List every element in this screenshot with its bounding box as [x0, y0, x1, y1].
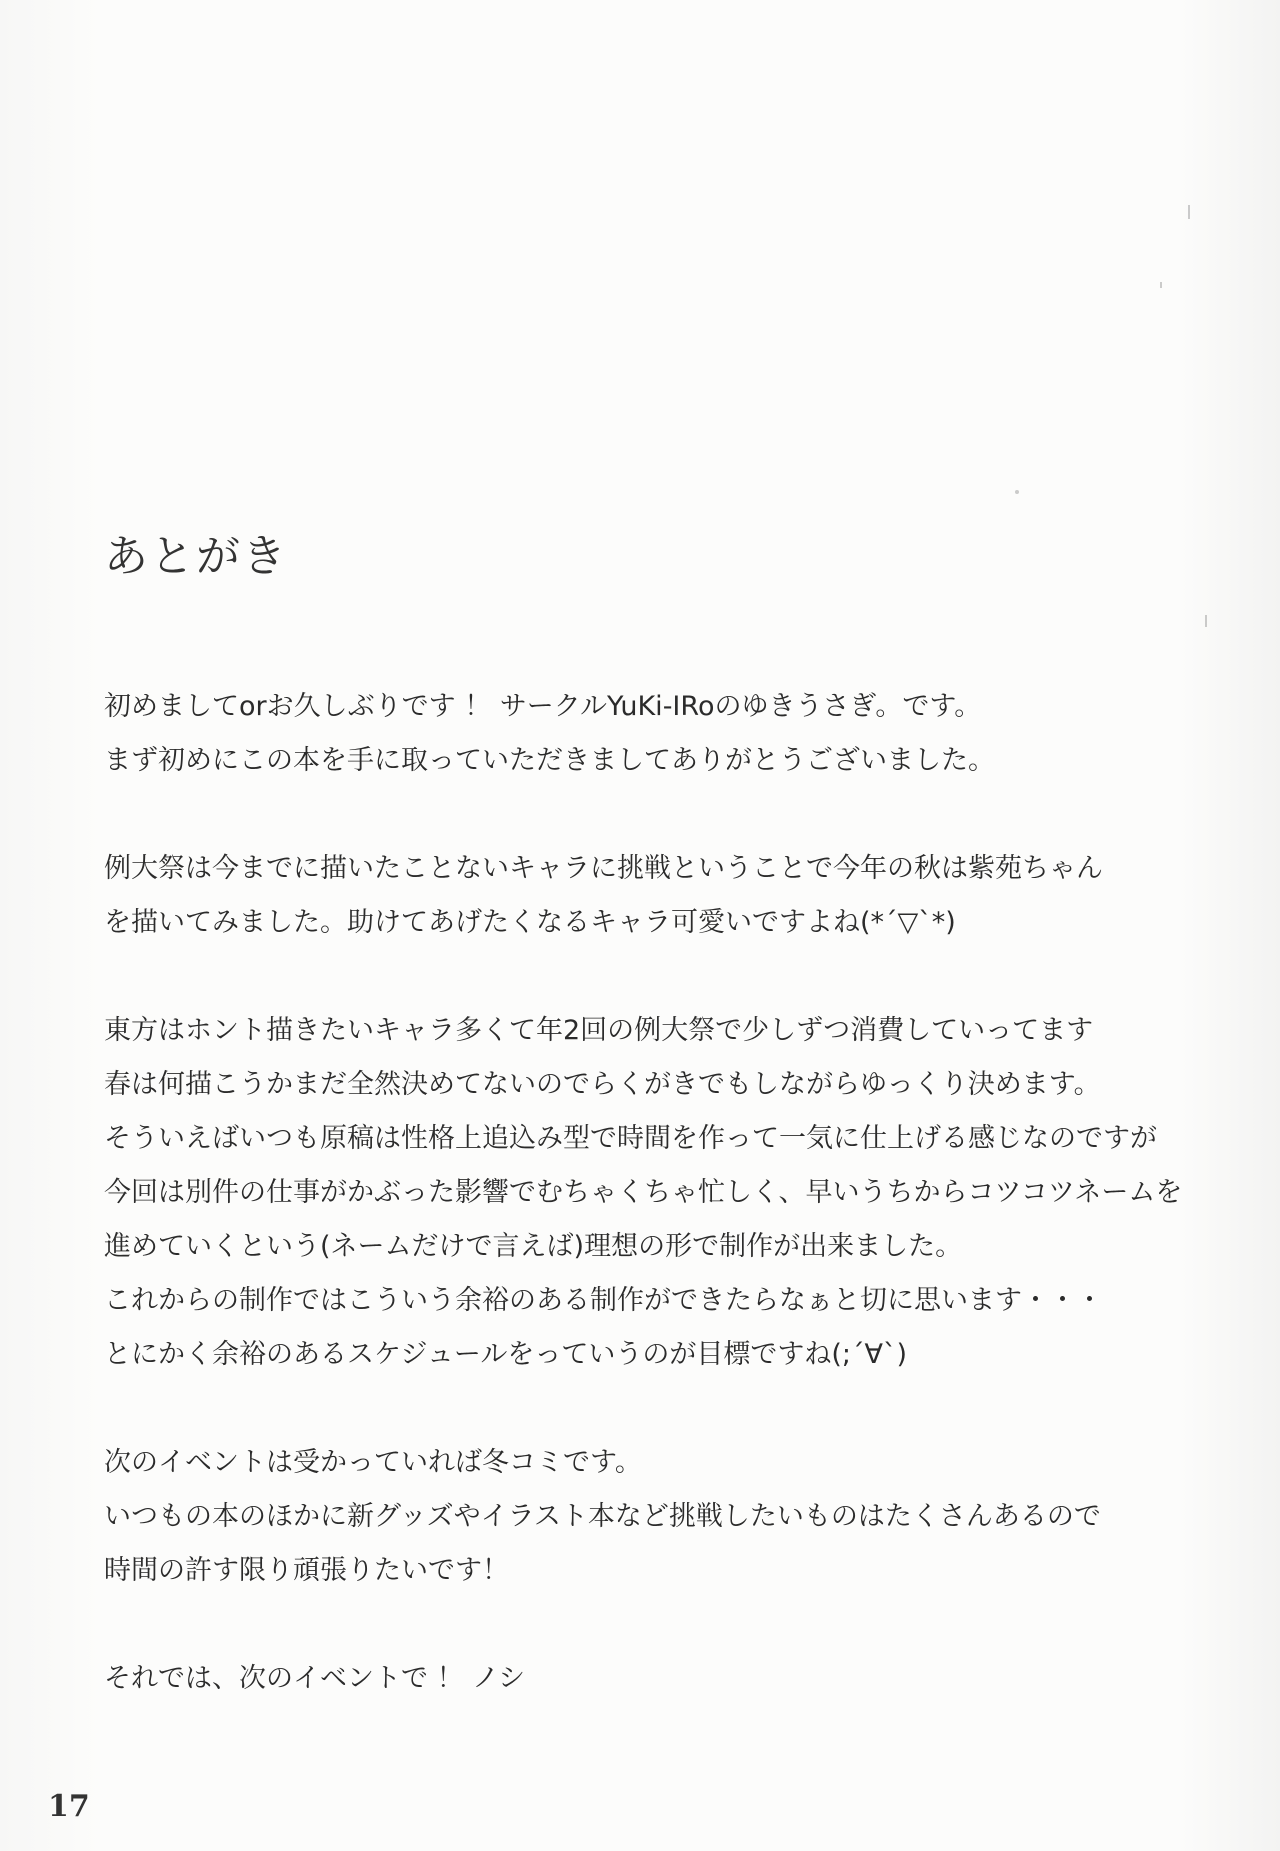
scan-speck: [1188, 205, 1190, 219]
page-number: 17: [48, 1789, 90, 1824]
text-line: 進めていくという(ネームだけで言えば)理想の形で制作が出来ました。: [104, 1231, 963, 1262]
text-line: 時間の許す限り頑張りたいです！: [104, 1555, 509, 1586]
text-line: を描いてみました。助けてあげたくなるキャラ可愛いですよね(*´▽`*): [104, 907, 956, 938]
scan-speck: [1160, 282, 1162, 288]
scan-speck: [1015, 490, 1019, 494]
text-line: とにかく余裕のあるスケジュールをっていうのが目標ですね(;´∀`): [104, 1339, 908, 1370]
text-line: 次のイベントは受かっていれば冬コミです。: [104, 1447, 642, 1478]
text-line: いつもの本のほかに新グッズやイラスト本など挑戦したいものはたくさんあるので: [104, 1501, 1101, 1532]
paragraph-reitaisai: [104, 842, 1224, 950]
text-line: 今回は別件の仕事がかぶった影響でむちゃくちゃ忙しく、早いうちからコツコツネームを: [104, 1177, 1183, 1208]
page-title: あとがき: [104, 531, 288, 582]
afterword-body: [104, 680, 1224, 1760]
paragraph-next-event: [104, 1436, 1224, 1598]
text-line: 春は何描こうかまだ全然決めてないのでらくがきでもしながらゆっくり決めます。: [104, 1069, 1101, 1100]
paragraph-greeting: [104, 680, 1224, 788]
text-line: それでは、次のイベントで ！ ノシ: [104, 1663, 526, 1694]
scan-speck: [1205, 615, 1207, 627]
paragraph-production: [104, 1004, 1224, 1382]
text-line: 初めましてorお久しぶりです ！ サークルYuKi-IRoのゆきうさぎ。です。: [104, 691, 982, 722]
text-line: まず初めにこの本を手に取っていただきましてありがとうございました。: [104, 745, 995, 776]
text-line: これからの制作ではこういう余裕のある制作ができたらなぁと切に思います・・・: [104, 1285, 1103, 1316]
text-line: そういえばいつも原稿は性格上追込み型で時間を作って一気に仕上げる感じなのですが: [104, 1123, 1157, 1154]
text-line: 東方はホント描きたいキャラ多くて年2回の例大祭で少しずつ消費していってます: [104, 1015, 1094, 1046]
text-line: 例大祭は今までに描いたことないキャラに挑戦ということで今年の秋は紫苑ちゃん: [104, 853, 1103, 884]
paragraph-closing: [104, 1652, 1224, 1706]
